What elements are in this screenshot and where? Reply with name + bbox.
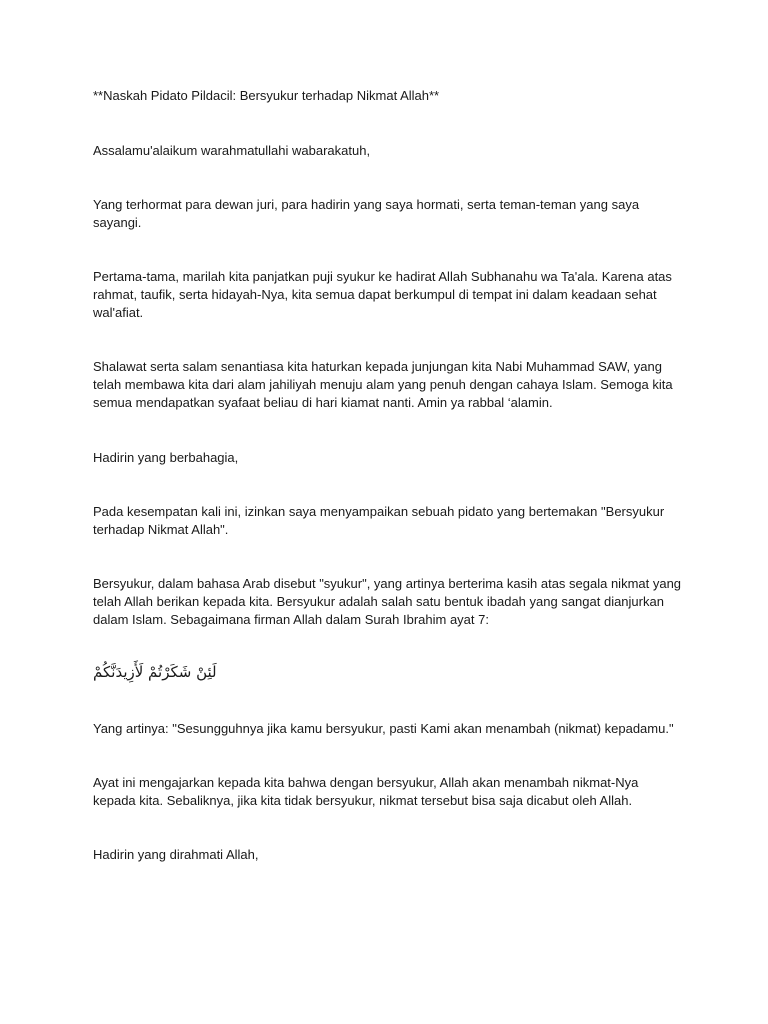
theme-paragraph: Pada kesempatan kali ini, izinkan saya menyampaikan sebuah pidato yang bertemakan "Bersyukur terhadap Nikmat Allah".	[93, 504, 665, 537]
address-paragraph-1: Hadirin yang berbahagia,	[93, 450, 239, 465]
shalawat-paragraph: Shalawat serta salam senantiasa kita haturkan kepada junjungan kita Nabi Muhammad SAW, yang telah membawa kita dari alam jahiliyah menuju alam yang penuh dengan cahaya Islam. Semoga kita semua mendapatkan syafaat beliau di hari kiamat nanti. Amin ya rabbal ‘alamin.	[93, 359, 673, 410]
address-paragraph-2: Hadirin yang dirahmati Allah,	[93, 847, 259, 862]
praise-paragraph: Pertama-tama, marilah kita panjatkan puji syukur ke hadirat Allah Subhanahu wa Ta'ala. Karena atas rahmat, taufik, serta hidayah-Nya, kita semua dapat berkumpul di tempat ini dalam keadaan sehat wal'afiat.	[93, 269, 672, 320]
respect-paragraph: Yang terhormat para dewan juri, para hadirin yang saya hormati, serta teman-teman yang saya sayangi.	[93, 197, 640, 230]
greeting-paragraph: Assalamu'alaikum warahmatullahi wabarakatuh,	[93, 143, 371, 158]
arabic-verse: لَئِنْ شَكَرْتُمْ لَأَزِيدَنَّكُمْ	[93, 663, 217, 681]
lesson-paragraph: Ayat ini mengajarkan kepada kita bahwa dengan bersyukur, Allah akan menambah nikmat-Nya kepada kita. Sebaliknya, jika kita tidak bersyukur, nikmat tersebut bisa saja dicabut oleh Allah.	[93, 775, 639, 808]
translation-paragraph: Yang artinya: "Sesungguhnya jika kamu bersyukur, pasti Kami akan menambah (nikmat) kepadamu."	[93, 721, 674, 736]
definition-paragraph: Bersyukur, dalam bahasa Arab disebut "syukur", yang artinya berterima kasih atas segala nikmat yang telah Allah berikan kepada kita. Bersyukur adalah salah satu bentuk ibadah yang sangat dianjurkan dalam Islam. Sebagaimana firman Allah dalam Surah Ibrahim ayat 7:	[93, 576, 682, 627]
document-title: **Naskah Pidato Pildacil: Bersyukur terhadap Nikmat Allah**	[93, 88, 440, 103]
